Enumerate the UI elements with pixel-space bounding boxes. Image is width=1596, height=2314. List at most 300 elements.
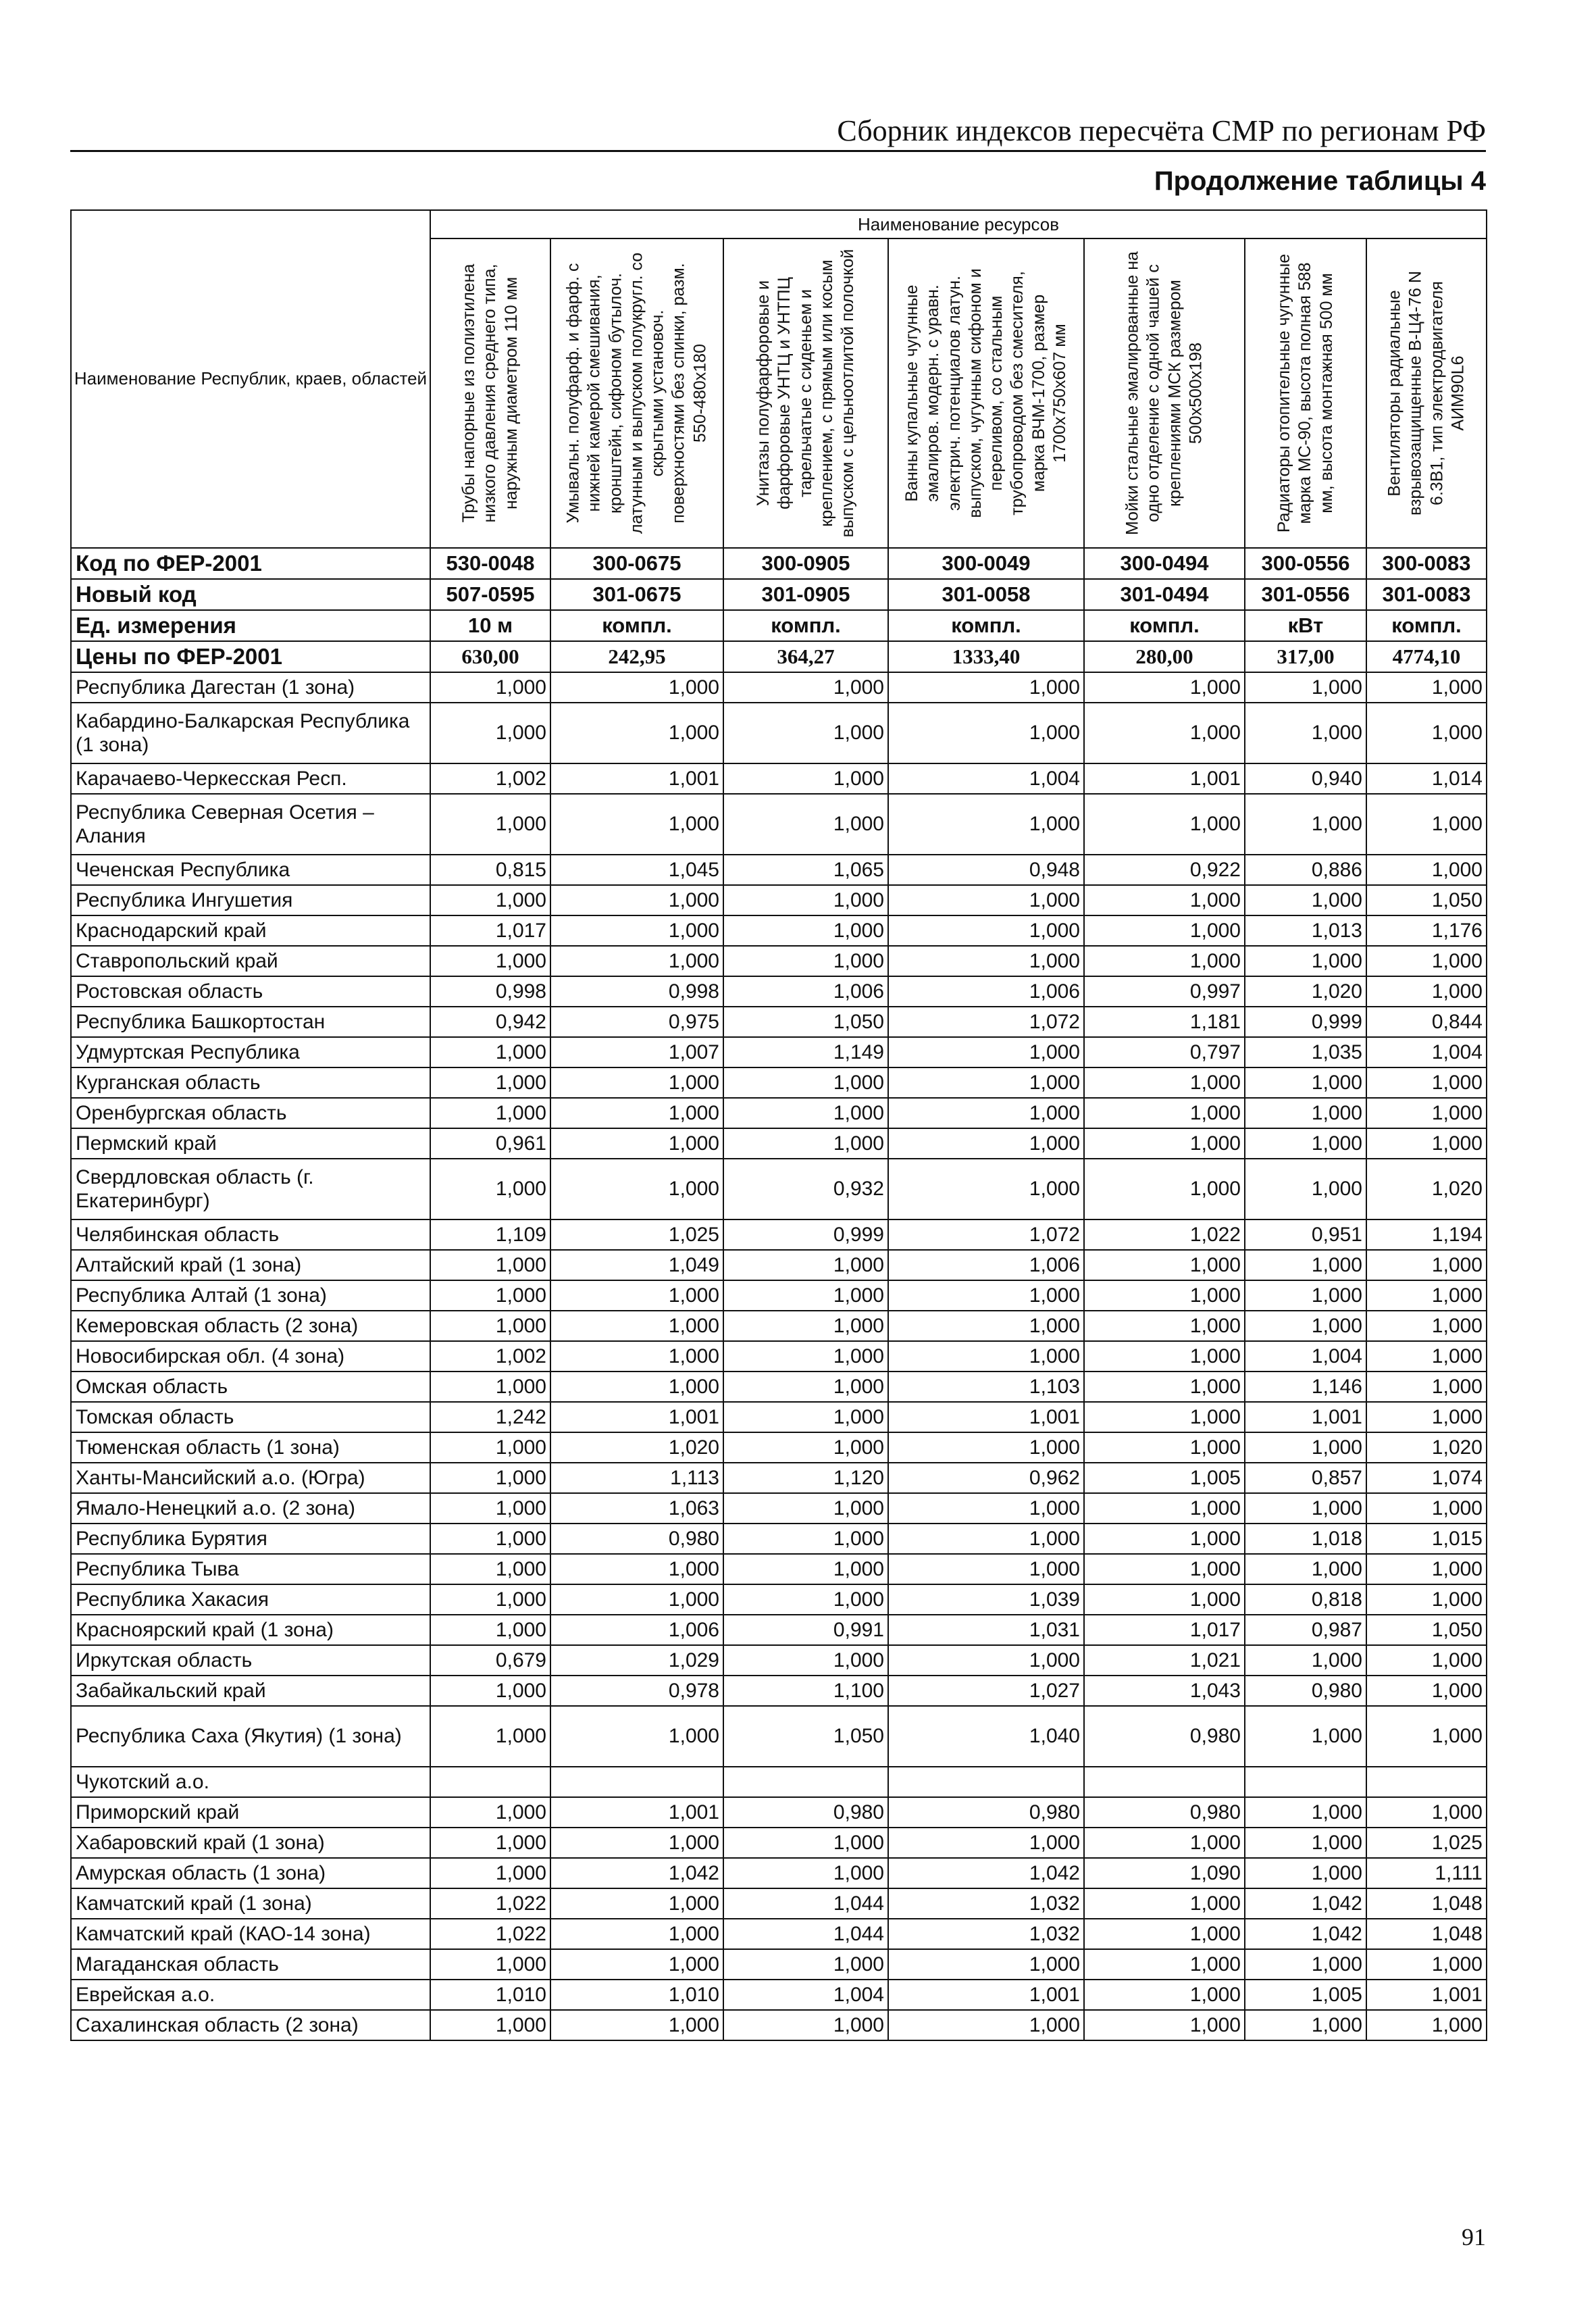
table-row [71, 2010, 1487, 2040]
table-row [71, 1888, 1487, 1919]
index-value: 1,000 [550, 1949, 723, 1980]
index-value: 1,000 [1084, 1949, 1245, 1980]
index-value: 1,006 [888, 1250, 1084, 1280]
fer-code-cell: 300-0083 [1366, 548, 1487, 579]
fer-code-label: Код по ФЕР-2001 [71, 548, 430, 579]
index-value: 1,000 [1245, 1159, 1366, 1219]
index-value: 0,980 [888, 1797, 1084, 1828]
unit-row [71, 610, 1487, 641]
table-row [71, 1949, 1487, 1980]
index-value: 1,000 [1366, 1402, 1487, 1432]
table-row [71, 1280, 1487, 1311]
table-row [71, 794, 1487, 855]
index-value: 1,000 [550, 1919, 723, 1949]
index-value: 1,001 [1245, 1402, 1366, 1432]
index-value: 1,000 [1084, 1402, 1245, 1432]
index-value: 0,998 [550, 976, 723, 1007]
index-value: 1,000 [1084, 1524, 1245, 1554]
index-value: 0,980 [1084, 1706, 1245, 1767]
table-row [71, 1858, 1487, 1888]
index-value: 1,000 [430, 1615, 550, 1645]
region-name: Республика Башкортостан [71, 1007, 430, 1037]
price-cell: 364,27 [723, 641, 888, 672]
region-name: Забайкальский край [71, 1676, 430, 1706]
table-row [71, 1098, 1487, 1128]
index-value: 1,000 [1366, 1067, 1487, 1098]
index-value: 1,000 [888, 1128, 1084, 1159]
index-value: 1,000 [723, 1280, 888, 1311]
new-code-cell: 301-0675 [550, 579, 723, 610]
index-value: 1,000 [430, 2010, 550, 2040]
index-value: 1,000 [888, 1037, 1084, 1067]
index-value: 1,015 [1366, 1524, 1487, 1554]
column-header-radiators: Радиаторы отопительные чугунные марка МС-90, высота полная 588 мм, высота монтажная 500 мм [1245, 238, 1366, 548]
index-value: 1,000 [1366, 703, 1487, 763]
index-value: 1,000 [1245, 672, 1366, 703]
index-value: 1,120 [723, 1463, 888, 1493]
index-value: 1,006 [888, 976, 1084, 1007]
index-value: 1,100 [723, 1676, 888, 1706]
index-value: 1,004 [723, 1980, 888, 2010]
table-row [71, 1493, 1487, 1524]
index-value: 1,039 [888, 1584, 1084, 1615]
index-value: 1,000 [1245, 1493, 1366, 1524]
region-name: Ханты-Мансийский а.о. (Югра) [71, 1463, 430, 1493]
index-value: 1,000 [723, 1645, 888, 1676]
index-value: 1,000 [1245, 2010, 1366, 2040]
region-name: Республика Саха (Якутия) (1 зона) [71, 1706, 430, 1767]
region-name: Республика Бурятия [71, 1524, 430, 1554]
index-value: 1,074 [1366, 1463, 1487, 1493]
index-value: 0,922 [1084, 855, 1245, 885]
index-value: 1,017 [1084, 1615, 1245, 1645]
index-value: 1,111 [1366, 1858, 1487, 1888]
resources-caption: Наименование ресурсов [430, 210, 1487, 238]
index-value: 1,176 [1366, 915, 1487, 946]
index-value: 1,000 [888, 2010, 1084, 2040]
index-value: 1,000 [888, 1098, 1084, 1128]
index-value: 1,000 [1084, 915, 1245, 946]
index-value: 1,000 [430, 1676, 550, 1706]
index-value: 1,000 [1084, 1919, 1245, 1949]
unit-cell: компл. [888, 610, 1084, 641]
index-value: 1,103 [888, 1372, 1084, 1402]
region-name: Алтайский край (1 зона) [71, 1250, 430, 1280]
index-value: 1,000 [1084, 1980, 1245, 2010]
index-value: 1,000 [1366, 1341, 1487, 1372]
index-value: 1,000 [723, 915, 888, 946]
table-row [71, 1311, 1487, 1341]
fer-code-cell: 300-0049 [888, 548, 1084, 579]
index-value: 1,000 [1366, 1949, 1487, 1980]
index-value: 1,000 [1084, 1067, 1245, 1098]
table-row [71, 1432, 1487, 1463]
index-value: 1,000 [1084, 1250, 1245, 1280]
index-value: 1,000 [430, 1858, 550, 1888]
region-name: Пермский край [71, 1128, 430, 1159]
fer-code-cell: 300-0494 [1084, 548, 1245, 579]
index-value: 1,000 [430, 885, 550, 915]
index-value: 1,001 [1366, 1980, 1487, 2010]
index-value: 1,000 [888, 1949, 1084, 1980]
table-row [71, 885, 1487, 915]
index-value: 1,007 [550, 1037, 723, 1067]
fer-code-cell: 300-0675 [550, 548, 723, 579]
table-row [71, 1037, 1487, 1067]
region-name: Республика Тыва [71, 1554, 430, 1584]
region-name: Хабаровский край (1 зона) [71, 1828, 430, 1858]
index-value: 0,679 [430, 1645, 550, 1676]
index-value: 1,006 [723, 976, 888, 1007]
index-value: 1,022 [430, 1888, 550, 1919]
table-row [71, 1980, 1487, 2010]
index-value: 1,000 [888, 672, 1084, 703]
index-value: 1,000 [723, 1828, 888, 1858]
index-value: 1,000 [1366, 1128, 1487, 1159]
index-value: 1,014 [1366, 763, 1487, 794]
index-value: 1,000 [1084, 1098, 1245, 1128]
fer-code-cell: 300-0556 [1245, 548, 1366, 579]
index-value: 1,000 [723, 703, 888, 763]
index-value: 1,000 [1084, 946, 1245, 976]
page-number: 91 [1462, 2223, 1486, 2250]
index-value: 1,048 [1366, 1888, 1487, 1919]
index-value: 1,000 [550, 672, 723, 703]
index-value: 1,000 [550, 1067, 723, 1098]
index-value: 0,948 [888, 855, 1084, 885]
table-row [71, 1372, 1487, 1402]
index-value: 0,940 [1245, 763, 1366, 794]
fer-code-row [71, 548, 1487, 579]
index-value: 1,000 [1245, 1280, 1366, 1311]
unit-cell: компл. [550, 610, 723, 641]
index-value: 1,000 [1366, 1584, 1487, 1615]
index-value: 0,962 [888, 1463, 1084, 1493]
column-header-bathtubs: Ванны купальные чугунные эмалиров. модерн. с уравн. электрич. потенциалов латун. выпуском, чугунным сифоном и переливом, со стальным трубопроводом без смесителя, марка ВЧМ-1700, размер 1700х750х607 мм [888, 238, 1084, 548]
region-name: Республика Алтай (1 зона) [71, 1280, 430, 1311]
index-value: 1,000 [1366, 1280, 1487, 1311]
index-value: 1,000 [1084, 1554, 1245, 1584]
index-value: 1,000 [1245, 1828, 1366, 1858]
index-value: 0,999 [723, 1219, 888, 1250]
index-value: 1,000 [723, 672, 888, 703]
index-value: 1,000 [430, 672, 550, 703]
index-value: 1,000 [1245, 794, 1366, 855]
index-value: 1,000 [1084, 1372, 1245, 1402]
price-cell: 317,00 [1245, 641, 1366, 672]
index-value: 1,000 [550, 1584, 723, 1615]
fer-code-cell: 300-0905 [723, 548, 888, 579]
index-value: 1,000 [430, 1797, 550, 1828]
index-value: 1,000 [550, 1888, 723, 1919]
index-value: 1,000 [888, 794, 1084, 855]
region-name: Новосибирская обл. (4 зона) [71, 1341, 430, 1372]
region-name: Удмуртская Республика [71, 1037, 430, 1067]
index-value: 1,072 [888, 1219, 1084, 1250]
index-value: 1,000 [723, 1098, 888, 1128]
unit-cell: 10 м [430, 610, 550, 641]
index-value: 1,050 [723, 1007, 888, 1037]
running-title: Сборник индексов пересчёта СМР по регионам РФ [837, 114, 1486, 147]
table-row [71, 1767, 1487, 1797]
index-value: 1,000 [430, 1584, 550, 1615]
index-value: 1,000 [430, 1372, 550, 1402]
index-value: 1,000 [1084, 794, 1245, 855]
index-value: 1,000 [1245, 1645, 1366, 1676]
index-value: 0,975 [550, 1007, 723, 1037]
region-name: Красноярский край (1 зона) [71, 1615, 430, 1645]
index-value: 1,000 [888, 1159, 1084, 1219]
index-value: 1,000 [430, 1828, 550, 1858]
index-value: 1,000 [1084, 1159, 1245, 1219]
index-value: 1,044 [723, 1888, 888, 1919]
new-code-cell: 301-0556 [1245, 579, 1366, 610]
index-value: 1,001 [888, 1980, 1084, 2010]
index-value: 1,000 [1245, 1797, 1366, 1828]
unit-cell: компл. [1084, 610, 1245, 641]
index-value: 1,000 [723, 2010, 888, 2040]
region-name: Еврейская а.о. [71, 1980, 430, 2010]
index-value: 1,000 [550, 1311, 723, 1341]
index-value: 1,000 [1366, 1098, 1487, 1128]
index-value: 1,048 [1366, 1919, 1487, 1949]
index-value: 1,000 [1245, 1128, 1366, 1159]
index-value: 1,000 [430, 1159, 550, 1219]
table-row [71, 1676, 1487, 1706]
new-code-cell: 301-0058 [888, 579, 1084, 610]
index-value: 0,997 [1084, 976, 1245, 1007]
unit-cell: кВт [1245, 610, 1366, 641]
index-value [1245, 1767, 1366, 1797]
index-value: 1,000 [1245, 1858, 1366, 1888]
index-value: 1,000 [550, 1554, 723, 1584]
region-column-header: Наименование Республик, краев, областей [71, 210, 430, 548]
index-value: 1,242 [430, 1402, 550, 1432]
index-value: 0,998 [430, 976, 550, 1007]
index-value: 1,025 [1366, 1828, 1487, 1858]
index-value: 0,961 [430, 1128, 550, 1159]
index-value: 1,032 [888, 1919, 1084, 1949]
index-value: 1,000 [1366, 946, 1487, 976]
index-value: 1,000 [550, 1828, 723, 1858]
table-row [71, 855, 1487, 885]
index-value: 1,000 [1084, 672, 1245, 703]
index-value: 1,000 [550, 1098, 723, 1128]
table-row [71, 1402, 1487, 1432]
index-value [723, 1767, 888, 1797]
index-value: 1,000 [550, 946, 723, 976]
index-value: 1,065 [723, 855, 888, 885]
index-value: 1,000 [723, 885, 888, 915]
index-value: 1,063 [550, 1493, 723, 1524]
table-row [71, 1645, 1487, 1676]
index-value: 1,000 [550, 1341, 723, 1372]
index-value: 1,000 [723, 1584, 888, 1615]
index-value: 1,072 [888, 1007, 1084, 1037]
index-value: 1,022 [1084, 1219, 1245, 1250]
index-value: 1,001 [550, 1797, 723, 1828]
index-value: 1,000 [888, 1493, 1084, 1524]
index-value: 1,000 [888, 915, 1084, 946]
index-value: 1,000 [1245, 1311, 1366, 1341]
index-value: 1,001 [888, 1402, 1084, 1432]
region-name: Сахалинская область (2 зона) [71, 2010, 430, 2040]
index-value: 1,000 [430, 1250, 550, 1280]
region-name: Курганская область [71, 1067, 430, 1098]
index-value: 1,000 [430, 1311, 550, 1341]
price-cell: 630,00 [430, 641, 550, 672]
index-value: 1,000 [1366, 2010, 1487, 2040]
index-value: 1,000 [430, 1432, 550, 1463]
index-value: 0,844 [1366, 1007, 1487, 1037]
table-row [71, 672, 1487, 703]
index-value: 1,000 [550, 1706, 723, 1767]
index-value: 1,000 [888, 1067, 1084, 1098]
index-value: 1,000 [1366, 855, 1487, 885]
table-row [71, 976, 1487, 1007]
index-value: 1,010 [430, 1980, 550, 2010]
region-name: Чукотский а.о. [71, 1767, 430, 1797]
index-value: 1,018 [1245, 1524, 1366, 1554]
region-name: Краснодарский край [71, 915, 430, 946]
index-value: 1,000 [888, 1645, 1084, 1676]
index-value: 0,991 [723, 1615, 888, 1645]
index-value: 1,043 [1084, 1676, 1245, 1706]
index-value: 1,000 [723, 1493, 888, 1524]
table-row [71, 1067, 1487, 1098]
index-value: 1,000 [888, 1280, 1084, 1311]
index-value: 1,001 [1084, 763, 1245, 794]
index-value: 1,002 [430, 763, 550, 794]
index-value: 0,797 [1084, 1037, 1245, 1067]
index-value: 1,000 [1366, 672, 1487, 703]
unit-label: Ед. измерения [71, 610, 430, 641]
index-value: 1,109 [430, 1219, 550, 1250]
index-value: 1,000 [1084, 1128, 1245, 1159]
index-value: 0,886 [1245, 855, 1366, 885]
region-name: Камчатский край (КАО-14 зона) [71, 1919, 430, 1949]
index-value: 1,000 [430, 1493, 550, 1524]
region-name: Республика Дагестан (1 зона) [71, 672, 430, 703]
index-value: 1,000 [888, 1828, 1084, 1858]
index-value: 1,000 [430, 1037, 550, 1067]
index-value: 1,000 [1084, 1280, 1245, 1311]
index-value: 1,035 [1245, 1037, 1366, 1067]
region-name: Свердловская область (г. Екатеринбург) [71, 1159, 430, 1219]
index-value: 1,000 [888, 885, 1084, 915]
index-value: 1,000 [1084, 1341, 1245, 1372]
table-row [71, 1341, 1487, 1372]
index-value: 1,000 [723, 1128, 888, 1159]
index-value: 1,000 [723, 763, 888, 794]
index-value: 1,044 [723, 1919, 888, 1949]
table-row [71, 1007, 1487, 1037]
region-name: Республика Северная Осетия – Алания [71, 794, 430, 855]
new-code-cell: 301-0083 [1366, 579, 1487, 610]
index-value: 1,000 [888, 1524, 1084, 1554]
index-value: 1,000 [430, 946, 550, 976]
index-value: 0,980 [1245, 1676, 1366, 1706]
fer-code-cell: 530-0048 [430, 548, 550, 579]
index-value: 1,027 [888, 1676, 1084, 1706]
index-value: 1,032 [888, 1888, 1084, 1919]
index-value: 1,000 [1084, 1311, 1245, 1341]
index-value: 1,000 [1084, 1828, 1245, 1858]
index-value: 1,000 [1366, 976, 1487, 1007]
price-cell: 242,95 [550, 641, 723, 672]
table-row [71, 946, 1487, 976]
index-value [1366, 1767, 1487, 1797]
region-name: Ямало-Ненецкий а.о. (2 зона) [71, 1493, 430, 1524]
region-name: Иркутская область [71, 1645, 430, 1676]
table-row [71, 1524, 1487, 1554]
index-value: 1,000 [1366, 794, 1487, 855]
index-value: 1,045 [550, 855, 723, 885]
table-row [71, 1219, 1487, 1250]
region-name: Камчатский край (1 зона) [71, 1888, 430, 1919]
index-value: 1,000 [430, 703, 550, 763]
region-name: Приморский край [71, 1797, 430, 1828]
index-value: 1,042 [550, 1858, 723, 1888]
index-value: 1,000 [430, 1524, 550, 1554]
index-value: 0,932 [723, 1159, 888, 1219]
index-value: 1,031 [888, 1615, 1084, 1645]
region-name: Челябинская область [71, 1219, 430, 1250]
index-value: 1,000 [1084, 1432, 1245, 1463]
index-value: 0,815 [430, 855, 550, 885]
index-value: 1,017 [430, 915, 550, 946]
index-value: 1,020 [1366, 1432, 1487, 1463]
index-value: 1,000 [1366, 1250, 1487, 1280]
column-header-fans: Вентиляторы радиальные взрывозащищенные В-Ц4-76 N 6.3В1, тип электродвигателя АИМ90L6 [1366, 238, 1487, 548]
index-value: 1,000 [1245, 1554, 1366, 1584]
index-value: 1,000 [430, 1706, 550, 1767]
table-continuation-label: Продолжение таблицы 4 [1154, 166, 1486, 196]
region-name: Томская область [71, 1402, 430, 1432]
index-value: 1,000 [723, 1524, 888, 1554]
index-value: 1,000 [550, 794, 723, 855]
table-row [71, 1159, 1487, 1219]
index-value: 1,029 [550, 1645, 723, 1676]
index-value: 1,000 [1366, 1311, 1487, 1341]
index-value: 1,001 [550, 763, 723, 794]
table-row [71, 1919, 1487, 1949]
index-value: 0,951 [1245, 1219, 1366, 1250]
index-value: 1,000 [723, 1858, 888, 1888]
index-value: 1,002 [430, 1341, 550, 1372]
region-name: Ставропольский край [71, 946, 430, 976]
index-value: 1,149 [723, 1037, 888, 1067]
index-value: 1,194 [1366, 1219, 1487, 1250]
index-value: 1,000 [1245, 703, 1366, 763]
index-value: 1,000 [888, 1554, 1084, 1584]
index-value: 1,004 [1245, 1341, 1366, 1372]
table-row [71, 1128, 1487, 1159]
index-value: 1,020 [550, 1432, 723, 1463]
table-row [71, 1615, 1487, 1645]
column-header-pipes: Трубы напорные из полиэтилена низкого давления среднего типа, наружным диаметром 110 мм [430, 238, 550, 548]
index-value: 1,000 [430, 1554, 550, 1584]
index-value: 1,000 [550, 885, 723, 915]
region-name: Тюменская область (1 зона) [71, 1432, 430, 1463]
table-row [71, 1797, 1487, 1828]
region-name: Ростовская область [71, 976, 430, 1007]
index-value: 1,000 [1245, 1706, 1366, 1767]
index-value: 1,000 [888, 1341, 1084, 1372]
index-value: 1,000 [723, 1311, 888, 1341]
index-value: 1,013 [1245, 915, 1366, 946]
index-value: 0,980 [723, 1797, 888, 1828]
